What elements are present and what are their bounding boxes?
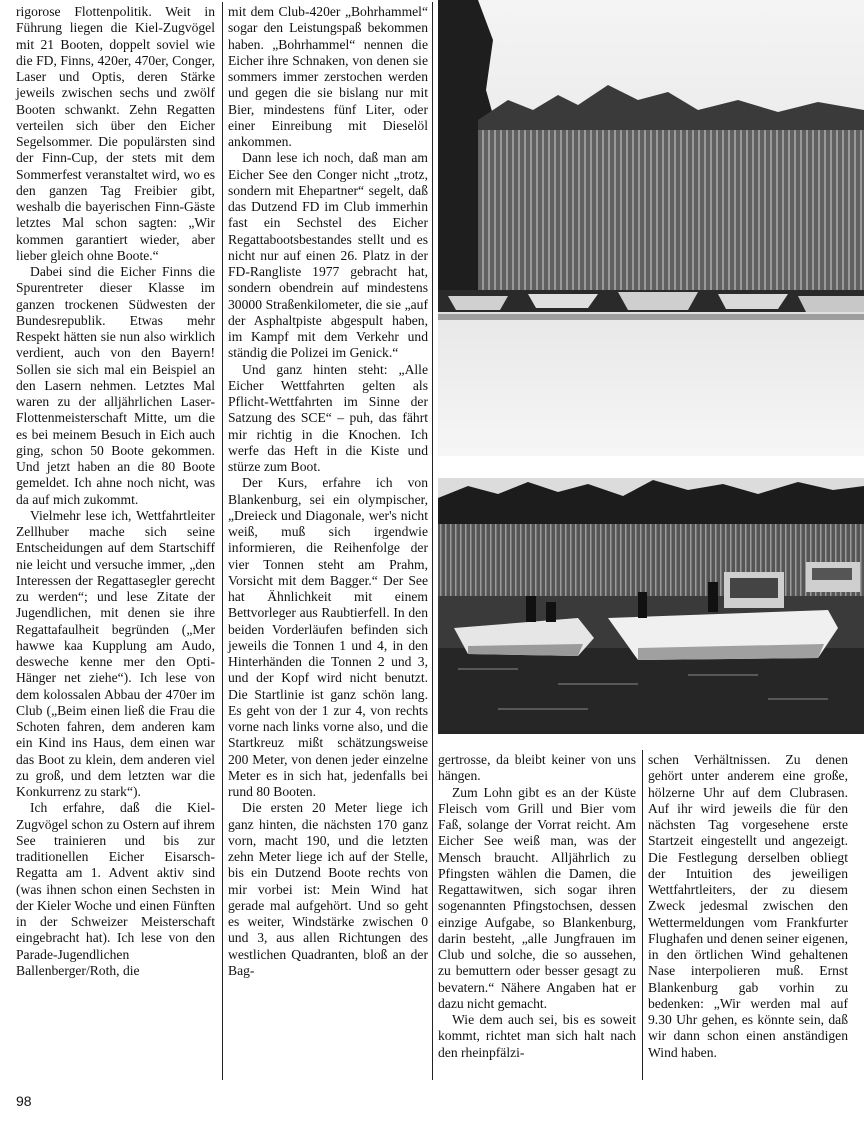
harbour-photo [438,0,864,456]
paragraph: Dabei sind die Eicher Finns die Spurentreter dieser Klasse im ganzen trockenen Südwesten der Bundesrepublik. Etwas mehr Respekt hätten sie nun also wirklich verdient, auch von den Bayern! Sollen sie sich mal ein Beispiel an den Lasern nehmen. Letztes Mal waren zu der alljährlichen Laser-Flottenmeisterschaft Mitte, um die es bei meinem Besuch in Eich auch ging, schon 50 Boote gekommen. Und jetzt haben an die 80 Boote gemeldet. Ich ahne noch nicht, was da auf mich zukommt. [16,264,215,507]
column-divider [222,2,223,1080]
article-column-3 [438,752,636,1061]
paragraph: schen Verhältnissen. Zu denen gehört unter anderem eine große, hölzerne Uhr auf dem Clubrasen. Auf ihr wird jeweils die für den nächsten Tag vorgesehene erste Startzeit eingestellt und angezeigt. Die Festlegung derselben obliegt der Intuition des jeweiligen Wettfahrtleiters, der zu diesem Zweck jedesmal zwischen den Wettermeldungen vom Frankfurter Flughafen und denen seiner eigenen, in den örtlichen Wind gehaltenen Nase interpolieren muß. Ernst Blankenburg gab vorhin zu bedenken: „Wir werden mal auf 9.30 Uhr gehen, es könnte sein, daß wir dann schon einen anständigen Wind haben. [648,752,848,1060]
article-column-4 [648,752,848,1061]
column-divider [642,750,643,1080]
paragraph: Wie dem auch sei, bis es soweit kommt, richtet man sich halt nach den rheinpfälzi- [438,1012,636,1060]
page-number: 98 [16,1093,32,1109]
paragraph: rigorose Flottenpolitik. Weit in Führung liegen die Kiel-Zugvögel mit 21 Booten, doppelt soviel wie die FD, Finns, 420er, 470er, Conger, Laser und Optis, deren Stärke jeweils zwischen sechs und zwölf Booten schwankt. Zehn Regatten verteilen sich über den Eicher Segelsommer. Die populärsten sind der Finn-Cup, der stets mit dem Sommerfest veranstaltet wird, wo es den ganzen Tag Freibier gibt, weshalb die bayerischen Finn-Gäste letztes Mal schon sagten: „Wir kommen garantiert wieder, aber lieber gleich ohne Boote.“ [16,4,215,263]
motorboats-photo [438,478,864,734]
harbour-photo-image [438,0,864,456]
article-column-1 [16,4,215,979]
motorboats-photo-image [438,478,864,734]
paragraph: Der Kurs, erfahre ich von Blankenburg, sei ein olympischer, „Dreieck und Diagonale, wer's nicht weiß, muß sich irgendwie informieren, die Reihenfolge der vier Tonnen steht am Prahm, Vorsicht mit dem Bagger.“ Der See hat Ähnlichkeit mit einem Bettvorleger aus Raubtierfell. In den beiden Vorderläufen befinden sich jeweils die Tonnen 1 und 4, in den Hinterhänden die Tonnen 2 und 3, und der Kopf wird nicht benutzt. Die Startlinie ist ganz schön lang. Es geht von der 1 zur 4, von rechts vorne nach links vorne also, und die Startkreuz mißt schätzungsweise 200 Meter, von denen jeder einzelne Meter es in sich hat, jedenfalls bei rund 80 Booten. [228,475,428,799]
paragraph: Zum Lohn gibt es an der Küste Fleisch vom Grill und Bier vom Faß, solange der Vorrat reicht. Am Eicher See weiß man, was der Mensch braucht. Alljährlich zu Pfingsten wählen die Damen, die Regattawitwen, sich sogar ihren sogenannten Pfingstochsen, dessen einzige Aufgabe, so Blankenburg, darin besteht, „alle Jungfrauen im Club und solche, die so aussehen, zu bemuttern oder besser gesagt zu bevatern.“ Nähere Angaben hat er dazu nicht gemacht. [438,784,636,1011]
paragraph: Und ganz hinten steht: „Alle Eicher Wettfahrten gelten als Pflicht-Wettfahrten im Sinne der Satzung des SCE“ – puh, das fährt mir richtig in die Knochen. Ich werfe das Heft in die Kiste und stürze zum Boot. [228,361,428,474]
article-column-2 [228,4,428,979]
paragraph: Die ersten 20 Meter liege ich ganz hinten, die nächsten 170 ganz vorn, macht 190, und die letzten zehn Meter liege ich auf der Stelle, bis ein Dutzend Boote rechts von mir vorbei ist: Mein Wind hat gerade mal aufgehört. Und so geht es weiter, Windstärke zwischen 0 und 3, aus allen Richtungen des westlichen Quadranten, bloß an der Bag- [228,800,428,978]
paragraph: mit dem Club-420er „Bohrhammel“ sogar den Leistungspaß bekommen haben. „Bohrhammel“ nennen die Eicher ihre Schnaken, von denen sie sommers immer zerstochen werden und gegen die sie bislang nur mit Bier, mindestens fünf Liter, oder einer Einreibung mit Dieselöl ankommen. [228,4,428,149]
paragraph: Vielmehr lese ich, Wettfahrtleiter Zellhuber mache sich seine Entscheidungen auf dem Startschiff nie leicht und versuche immer, „den Interessen der Regattasegler gerecht zu werden“; und lese Zitate der Jugendlichen, mit denen sie ihre Regattafaulheit begründen („Mer hawwe kaa Kupplung am Audo, desweche kenne mer den Opti-Hänger net ziehe“). Ich lese von dem kolossalen Abbau der 470er im Club („Beim einen ließ die Frau die Schoten fahren, dem anderen kam ein Kind ins Haus, dem einen war das Boot zu klein, dem anderen viel zu groß, und dem letzten war die Konkurrenz zu stark“). [16,507,215,799]
paragraph: Ich erfahre, daß die Kiel-Zugvögel schon zu Ostern auf ihrem See trainieren und bis zur traditionellen Eicher Eisarsch-Regatta am 1. Advent aktiv sind (was ihnen schon einen Sechsten in der Kieler Woche und einen Fünften in der Schweizer Meisterschaft eingebracht hat). Ich lese von den Parade-Jugendlichen Ballenberger/Roth, die [16,800,215,978]
paragraph: gertrosse, da bleibt keiner von uns hängen. [438,752,636,784]
column-divider [432,2,433,1080]
paragraph: Dann lese ich noch, daß man am Eicher See den Conger nicht „trotz, sondern mit Ehepartner“ segelt, daß das Dutzend FD im Club immerhin fast ein Sechstel des Eicher Regattabootsbestandes stellt und es nicht nur auf einen 26. Platz in der FD-Rangliste 1977 gebracht hat, sondern obendrein auf mindestens 30000 Straßenkilometer, die sie „auf der Asphaltpiste abgespult haben, im Kampf mit dem Verkehr und ständig die Polizei im Genick.“ [228,150,428,361]
